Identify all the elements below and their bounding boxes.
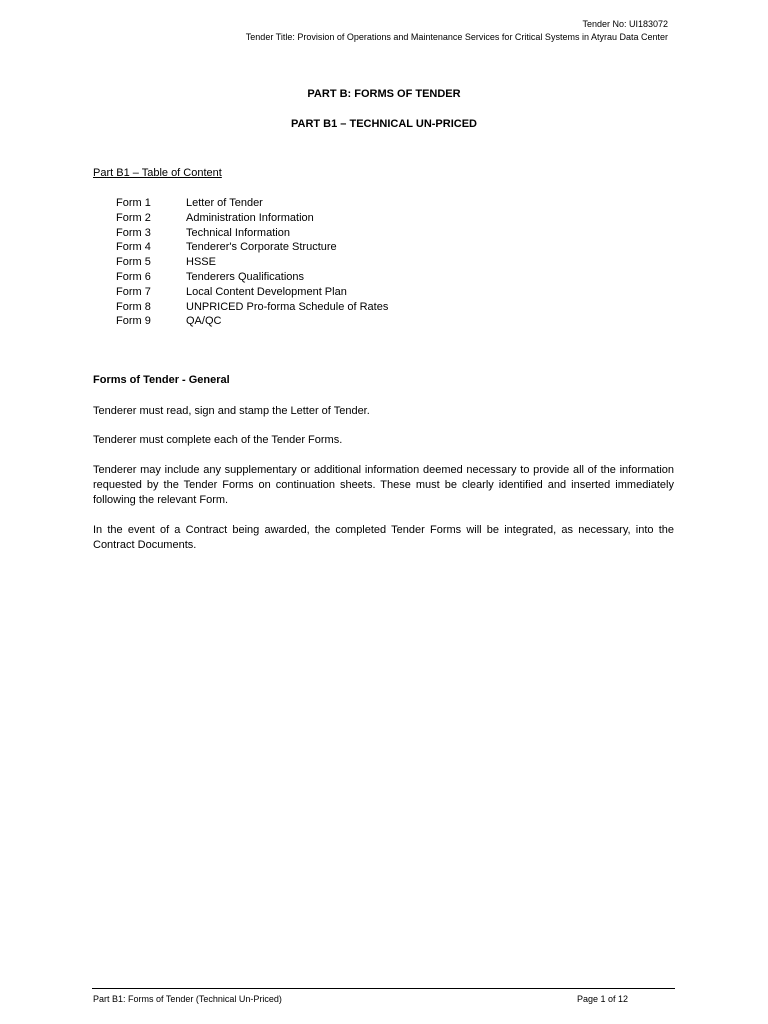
toc-form-number: Form 6: [116, 270, 151, 283]
toc-form-title: QA/QC: [186, 315, 222, 328]
toc-form-title: Administration Information: [186, 211, 314, 224]
tender-number: Tender No: UI183072: [582, 19, 668, 29]
toc-form-title: Local Content Development Plan: [186, 285, 347, 298]
tender-title: Tender Title: Provision of Operations and Maintenance Services for Critical Systems in Atyrau Data Center: [245, 32, 668, 42]
toc-heading: Part B1 – Table of Content: [93, 167, 222, 179]
footer-page-number: Page 1 of 12: [576, 994, 628, 1004]
toc-form-number: Form 1: [116, 197, 151, 209]
toc-form-title: Tenderer's Corporate Structure: [186, 241, 337, 254]
footer-divider: [92, 988, 675, 989]
toc-form-number: Form 9: [116, 315, 151, 328]
toc-form-title: Technical Information: [186, 226, 290, 239]
general-paragraph: In the event of a Contract being awarded, the completed Tender Forms will be integrated, as necessary, into the Contract Documents.: [93, 524, 674, 551]
toc-form-number: Form 8: [116, 300, 151, 313]
toc-form-title: Tenderers Qualifications: [186, 270, 305, 283]
toc-form-number: Form 5: [116, 256, 151, 269]
general-paragraph: Tenderer must complete each of the Tender Forms.: [93, 434, 343, 446]
part-b1-title: PART B1 – TECHNICAL UN-PRICED: [291, 118, 477, 130]
footer-document-label: Part B1: Forms of Tender (Technical Un-Priced): [93, 994, 282, 1004]
toc-form-number: Form 7: [116, 285, 151, 298]
general-section-heading: Forms of Tender - General: [93, 374, 230, 386]
part-b-title: PART B: FORMS OF TENDER: [307, 88, 461, 100]
toc-form-number: Form 4: [116, 241, 151, 254]
toc-form-number: Form 2: [116, 211, 151, 224]
general-paragraph: Tenderer may include any supplementary or additional information deemed necessary to provide all of the information requested by the Tender Forms on continuation sheets. These must be clearly identified and inserted immediately following the relevant Form.: [93, 464, 674, 506]
toc-form-title: Letter of Tender: [186, 197, 263, 209]
toc-form-number: Form 3: [116, 226, 151, 239]
general-paragraph: Tenderer must read, sign and stamp the Letter of Tender.: [93, 405, 370, 417]
toc-form-title: HSSE: [186, 256, 216, 269]
toc-form-title: UNPRICED Pro-forma Schedule of Rates: [186, 300, 389, 313]
